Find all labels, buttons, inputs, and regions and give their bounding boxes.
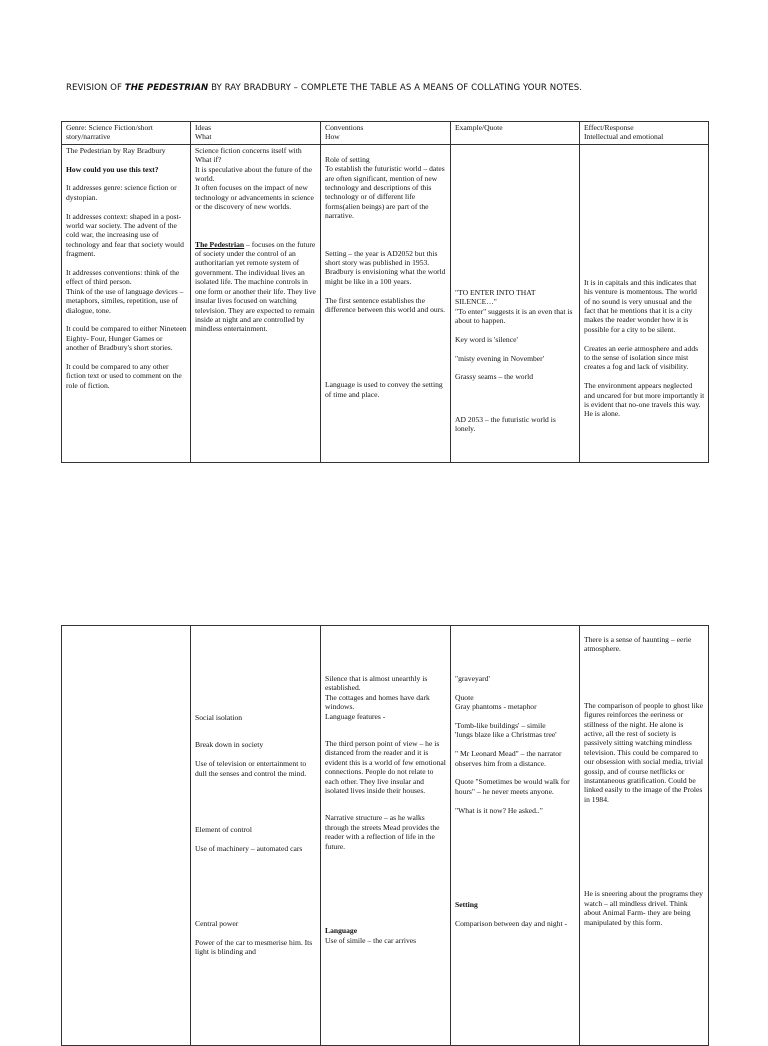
table-row [62, 626, 709, 1046]
header-ideas: Ideas What [191, 122, 321, 145]
setting-role-paragraph: Role of setting To establish the futuristic world – dates are often significant, mention of new technology and descriptions of this technology or of different life forms(alien beings) are part of the narrative. [325, 154, 445, 221]
usage-question: How could you use this text? [66, 164, 159, 174]
effect-response-cell-2 [580, 626, 709, 1046]
table-row [62, 144, 709, 462]
eerie-effect: Creates an eerie atmosphere and adds to the sense of isolation since mist creates a fog and lack of visibility. [584, 343, 699, 372]
table-header-row [62, 122, 709, 145]
title-suffix: BY RAY BRADBURY – COMPLETE THE TABLE AS A MEANS OF COLLATING YOUR NOTES. [208, 83, 583, 93]
empty-cell [62, 626, 191, 1046]
misty-quote: "misty evening in November' [455, 353, 545, 363]
silence-established: Silence that is almost unearthly is established. The cottages and homes have dark windows. Language features - [325, 674, 430, 721]
header-genre: Genre: Science Fiction/short story/narrative [62, 122, 191, 145]
example-quote-cell [451, 144, 580, 462]
setting-year-paragraph: Setting – the year is AD2052 but this short story was published in 1953. Bradbury is envisioning what the world might be like in a 100 years. [325, 248, 446, 286]
language-paragraph: Language is used to convey the setting of time and place. [325, 380, 443, 399]
third-person-pov: The third person point of view – he is distanced from the reader and it is evident this is a world of few emotional connections. People do not relate to each other. They live insular and isolated lives inside their houses. [325, 739, 446, 796]
environment-effect: The environment appears neglected and uncared for but more importantly it is evident that no-one travels this way. He is alone. [584, 381, 705, 419]
capitals-effect: It is in capitals and this indicates that his venture is momentous. The world of no sound is very unusual and the fact that he mentions that it is a city makes the reader wonder how it is possible for a city to be silent. [584, 277, 697, 334]
header-conventions: Conventions How [321, 122, 451, 145]
pedestrian-description: – focuses on the future of society under the control of an authoritarian yet remote system of government. The individual lives an isolated life. The machine controls in one form or another their life. They live insular lives focused on watching television. They are expected to remain inside at night and are controlled by mindless entertainment. [195, 239, 316, 334]
graveyard-quote: "graveyard' [455, 674, 490, 683]
title-prefix: REVISION OF [66, 83, 125, 93]
gray-phantoms-quote: Quote Gray phantoms - metaphor [455, 692, 537, 712]
haunting-effect: There is a sense of haunting – eerie atmosphere. [584, 635, 692, 654]
walk-for-hours-quote: Quote "Sometimes be would walk for hours" – he never meets anyone. [455, 777, 570, 796]
idea-breakdown: Break down in society [195, 740, 264, 750]
narrative-structure: Narrative structure – as he walks through the streets Mead provides the reader with a reflection of life in the future. [325, 813, 440, 851]
grassy-seams: Grassy seams – the world [455, 372, 534, 382]
futuristic-world: AD 2053 – the futuristic world is lonely. [455, 414, 556, 434]
key-word: Key word is 'silence' [455, 334, 518, 344]
tomb-like-quote: 'Tomb-like buildings' – simile 'lungs blaze like a Christmas tree' [455, 721, 557, 740]
what-is-it-quote: "What is it now? He asked.." [455, 805, 543, 815]
day-night-comparison: Comparison between day and night - [455, 918, 567, 928]
notes-table-2 [61, 625, 709, 1046]
setting-heading: Setting [455, 900, 478, 910]
science-fiction-paragraph: Science fiction concerns itself with What if? It is speculative about the future of the world. It often focuses on the impact of new technology or advancements in science or the discovery of new worlds. [195, 145, 314, 212]
effect-response-cell [580, 144, 709, 462]
language-heading: Language [325, 926, 358, 936]
idea-machinery: Use of machinery – automated cars [195, 843, 303, 853]
idea-central-power: Central power [195, 919, 239, 929]
simile-car: Use of simile – the car arrives [325, 935, 417, 945]
example-quote-cell-2 [451, 626, 580, 1046]
ghost-comparison-effect: The comparison of people to ghost like figures reinforces the eeriness or stillness of the night. He alone is active, all the rest of society is passively sitting watching mindless television. This could be compared to our obsession with social media, trivial gossip, and of course netflicks or instantaneous gratification. Could be linked easily to the image of the Proles in 1984. [584, 700, 703, 804]
fiction-paragraph: It could be compared to any other fiction text or used to comment on the role of fiction. [66, 362, 182, 390]
conventions-cell [321, 144, 451, 462]
leonard-mead-quote: " Mr Leonard Mead" – the narrator observes him from a distance. [455, 749, 562, 768]
text-title-line: The Pedestrian by Ray Bradbury [66, 145, 166, 155]
header-example-quote: Example/Quote [451, 122, 580, 145]
pedestrian-paragraph [195, 240, 317, 334]
comparison-paragraph: It could be compared to either Nineteen Eighty- Four, Hunger Games or another of Bradbury's short stories. [66, 324, 187, 353]
genre-cell [62, 144, 191, 462]
conventions-paragraph: It addresses conventions: think of the effect of third person. Think of the use of language devices –metaphors, similes, repetition, use of dialogue, tone. [66, 268, 184, 315]
ideas-cell [191, 144, 321, 462]
ideas-cell-2 [191, 626, 321, 1046]
idea-social-isolation: Social isolation [195, 713, 243, 722]
pedestrian-title: The Pedestrian [195, 239, 245, 249]
page-title [66, 83, 746, 93]
context-paragraph: It addresses context: shaped in a post- world war society. The advent of the cold war, the increasing use of technology and fear that society would fragment. [66, 211, 184, 259]
idea-television: Use of television or entertainment to dull the senses and control the mind. [195, 759, 307, 778]
conventions-cell-2 [321, 626, 451, 1046]
idea-car-power: Power of the car to mesmerise him. Its light is blinding and [195, 938, 313, 957]
title-emphasis: THE PEDESTRIAN [124, 83, 209, 93]
genre-paragraph: It addresses genre: science fiction or dystopian. [66, 183, 177, 202]
sneering-effect: He is sneering about the programs they watch – all mindless drivel. Think about Animal Farm- they are being manipulated by this form. [584, 889, 703, 927]
idea-control: Element of control [195, 825, 252, 835]
header-effect-response: Effect/Response Intellectual and emotional [580, 122, 709, 145]
notes-table-1 [61, 121, 709, 463]
first-sentence-paragraph: The first sentence establishes the difference between this world and ours. [325, 295, 446, 315]
silence-quote: "TO ENTER INTO THAT SILENCE…" "To enter" suggests it is an even that is about to happen. [455, 287, 573, 326]
